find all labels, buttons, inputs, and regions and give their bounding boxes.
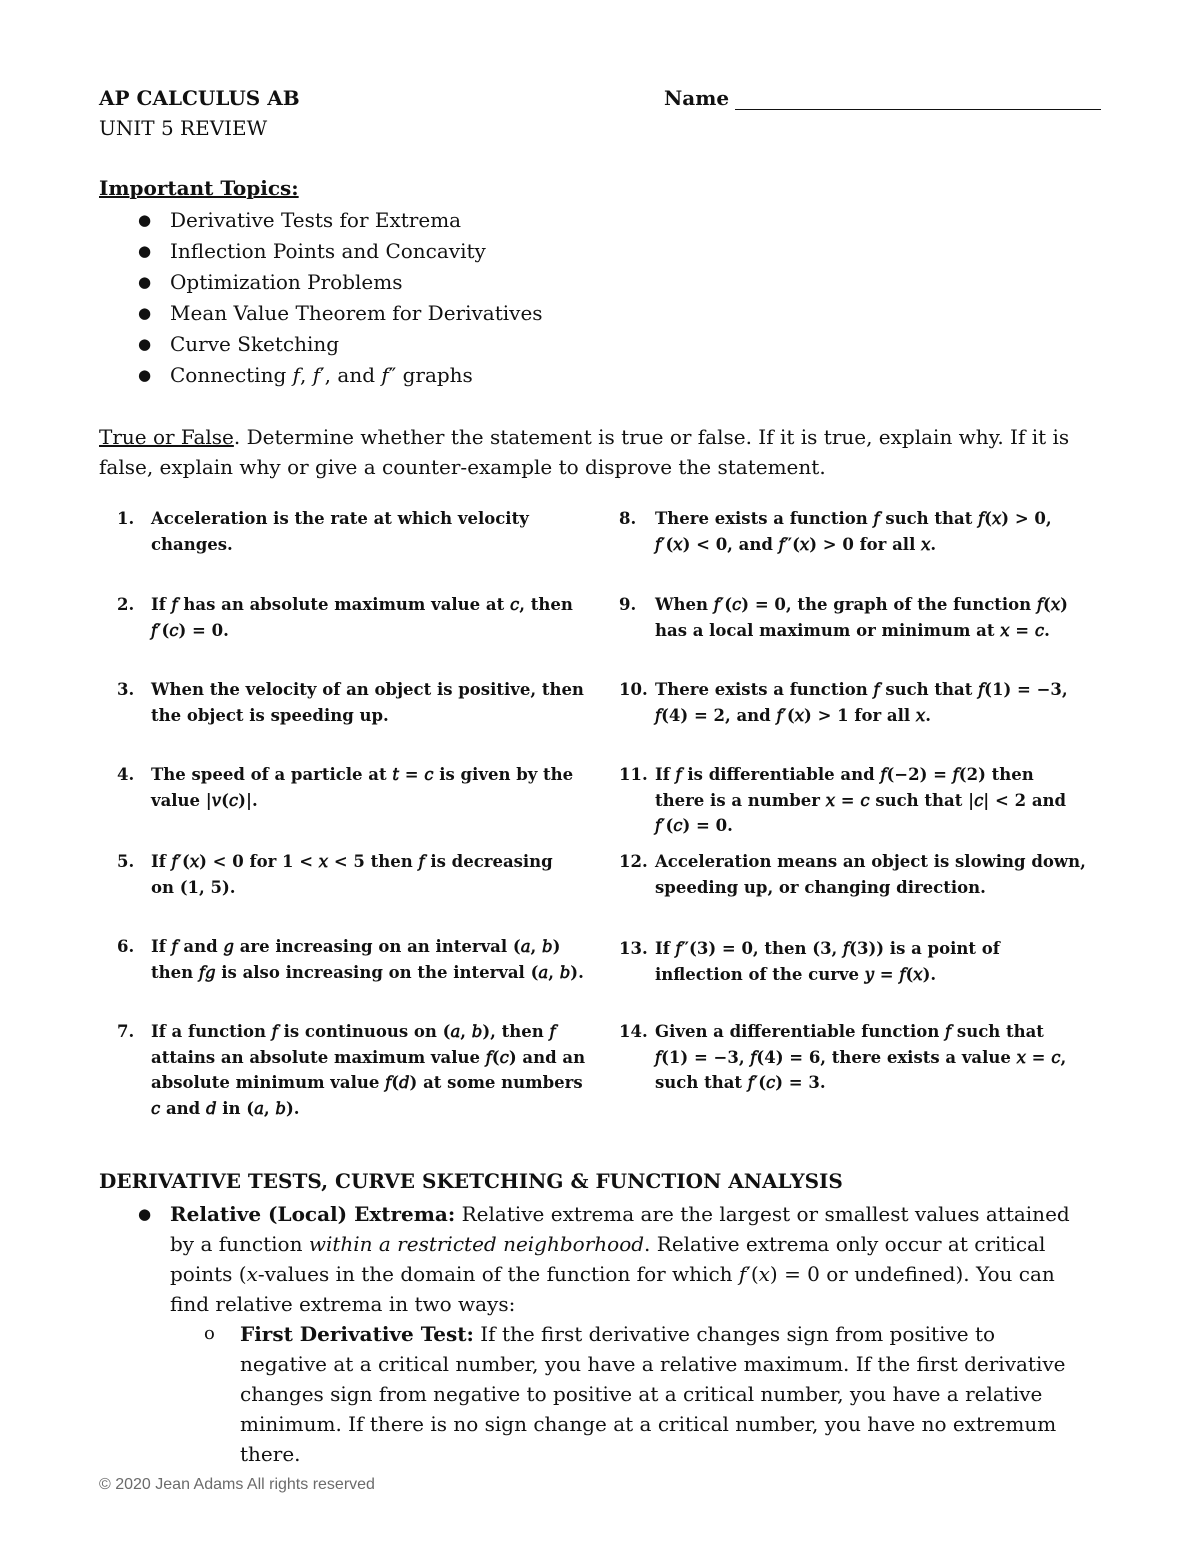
question-7: 7. If a function 𝑓 is continuous on (𝑎, 𝑏), then 𝑓 attains an absolute maximum value 𝑓(𝑐) and an absolute minimum value 𝑓(𝑑) at some numbers 𝑐 and 𝑑 in (𝑎, 𝑏).: [117, 1022, 586, 1118]
bullet-icon: ●: [138, 366, 152, 384]
bullet-icon: ●: [138, 211, 152, 229]
bullet-icon: ●: [138, 242, 152, 260]
question-12: 12. Acceleration means an object is slowing down, speeding up, or changing direction.: [619, 852, 1086, 897]
question-13: 13. If 𝑓″(3) = 0, then (3, 𝑓(3)) is a point of inflection of the curve 𝑦 = 𝑓(𝑥).: [619, 939, 1000, 984]
question-9: 9. When 𝑓′(𝑐) = 0, the graph of the function 𝑓(𝑥) has a local maximum or minimum at 𝑥 = 𝑐.: [619, 595, 1068, 640]
question-5: 5. If 𝑓′(𝑥) < 0 for 1 < 𝑥 < 5 then 𝑓 is decreasing on (1, 5).: [117, 852, 553, 897]
bullet-icon: ●: [138, 273, 152, 291]
bullet-icon: ●: [138, 1205, 152, 1223]
copyright-footer: © 2020 Jean Adams All rights reserved: [99, 1476, 375, 1493]
question-3: 3. When the velocity of an object is positive, then the object is speeding up.: [117, 680, 584, 725]
topic-item: ● Inflection Points and Concavity: [138, 236, 543, 267]
name-label: Name: [664, 86, 730, 110]
true-false-instructions: [99, 422, 1089, 482]
question-10: 10. There exists a function 𝑓 such that 𝑓(1) = −3, 𝑓(4) = 2, and 𝑓′(𝑥) > 1 for all 𝑥.: [619, 680, 1068, 725]
name-blank-line: [735, 91, 1101, 110]
name-field: [664, 86, 1101, 110]
question-14: 14. Given a differentiable function 𝑓 such that 𝑓(1) = −3, 𝑓(4) = 6, there exists a value 𝑥 = 𝑐, such that 𝑓′(𝑐) = 3.: [619, 1022, 1067, 1092]
topic-item: ● Optimization Problems: [138, 267, 543, 298]
true-false-label: True or False: [99, 425, 234, 449]
hollow-bullet-icon: o: [204, 1323, 215, 1344]
course-title: AP CALCULUS AB: [99, 86, 300, 110]
question-8: 8. There exists a function 𝑓 such that 𝑓(𝑥) > 0, 𝑓′(𝑥) < 0, and 𝑓″(𝑥) > 0 for all 𝑥.: [619, 509, 1052, 554]
first-derivative-test-term: First Derivative Test:: [240, 1322, 474, 1346]
topics-heading: Important Topics:: [99, 176, 299, 200]
question-4: 4. The speed of a particle at 𝑡 = 𝑐 is given by the value |𝑣(𝑐)|.: [117, 765, 574, 810]
question-11: 11. If 𝑓 is differentiable and 𝑓(−2) = 𝑓(2) then there is a number 𝑥 = 𝑐 such that |𝑐| < 2 and 𝑓′(𝑐) = 0.: [619, 765, 1067, 835]
unit-title: UNIT 5 REVIEW: [99, 116, 268, 140]
bullet-icon: ●: [138, 304, 152, 322]
bullet-icon: ●: [138, 335, 152, 353]
topic-item: ● Mean Value Theorem for Derivatives: [138, 298, 543, 329]
relative-extrema-term: Relative (Local) Extrema:: [170, 1202, 456, 1226]
relative-extrema-bullet: ● Relative (Local) Extrema: Relative extrema are the largest or smallest values attained by a function within a restricted neighborhood. Relative extrema only occur at critical points (𝑥-values in the domain of the function for which 𝑓′(𝑥) = 0 or undefined). You can find relative extrema in two ways:: [138, 1199, 1088, 1319]
topic-item: ● Curve Sketching: [138, 329, 543, 360]
question-1: 1. Acceleration is the rate at which velocity changes.: [117, 509, 529, 554]
section-heading: DERIVATIVE TESTS, CURVE SKETCHING & FUNCTION ANALYSIS: [99, 1169, 843, 1193]
topic-item: ● Connecting 𝑓, 𝑓′, and 𝑓″ graphs: [138, 360, 543, 391]
question-6: 6. If 𝑓 and 𝑔 are increasing on an interval (𝑎, 𝑏) then 𝑓𝑔 is also increasing on the interval (𝑎, 𝑏).: [117, 937, 584, 982]
topic-item: ● Derivative Tests for Extrema: [138, 205, 543, 236]
true-false-text: . Determine whether the statement is true or false. If it is true, explain why. If it is false, explain why or give a counter-example to disprove the statement.: [99, 425, 1070, 479]
question-2: 2. If 𝑓 has an absolute maximum value at 𝑐, then 𝑓′(𝑐) = 0.: [117, 595, 573, 640]
first-derivative-test-bullet: o First Derivative Test: If the first derivative changes sign from positive to negative at a critical number, you have a relative maximum. If the first derivative changes sign from negative to positive at a critical number, you have a relative minimum. If there is no sign change at a critical number, you have no extremum there.: [204, 1319, 1084, 1469]
topics-list: [138, 205, 543, 391]
